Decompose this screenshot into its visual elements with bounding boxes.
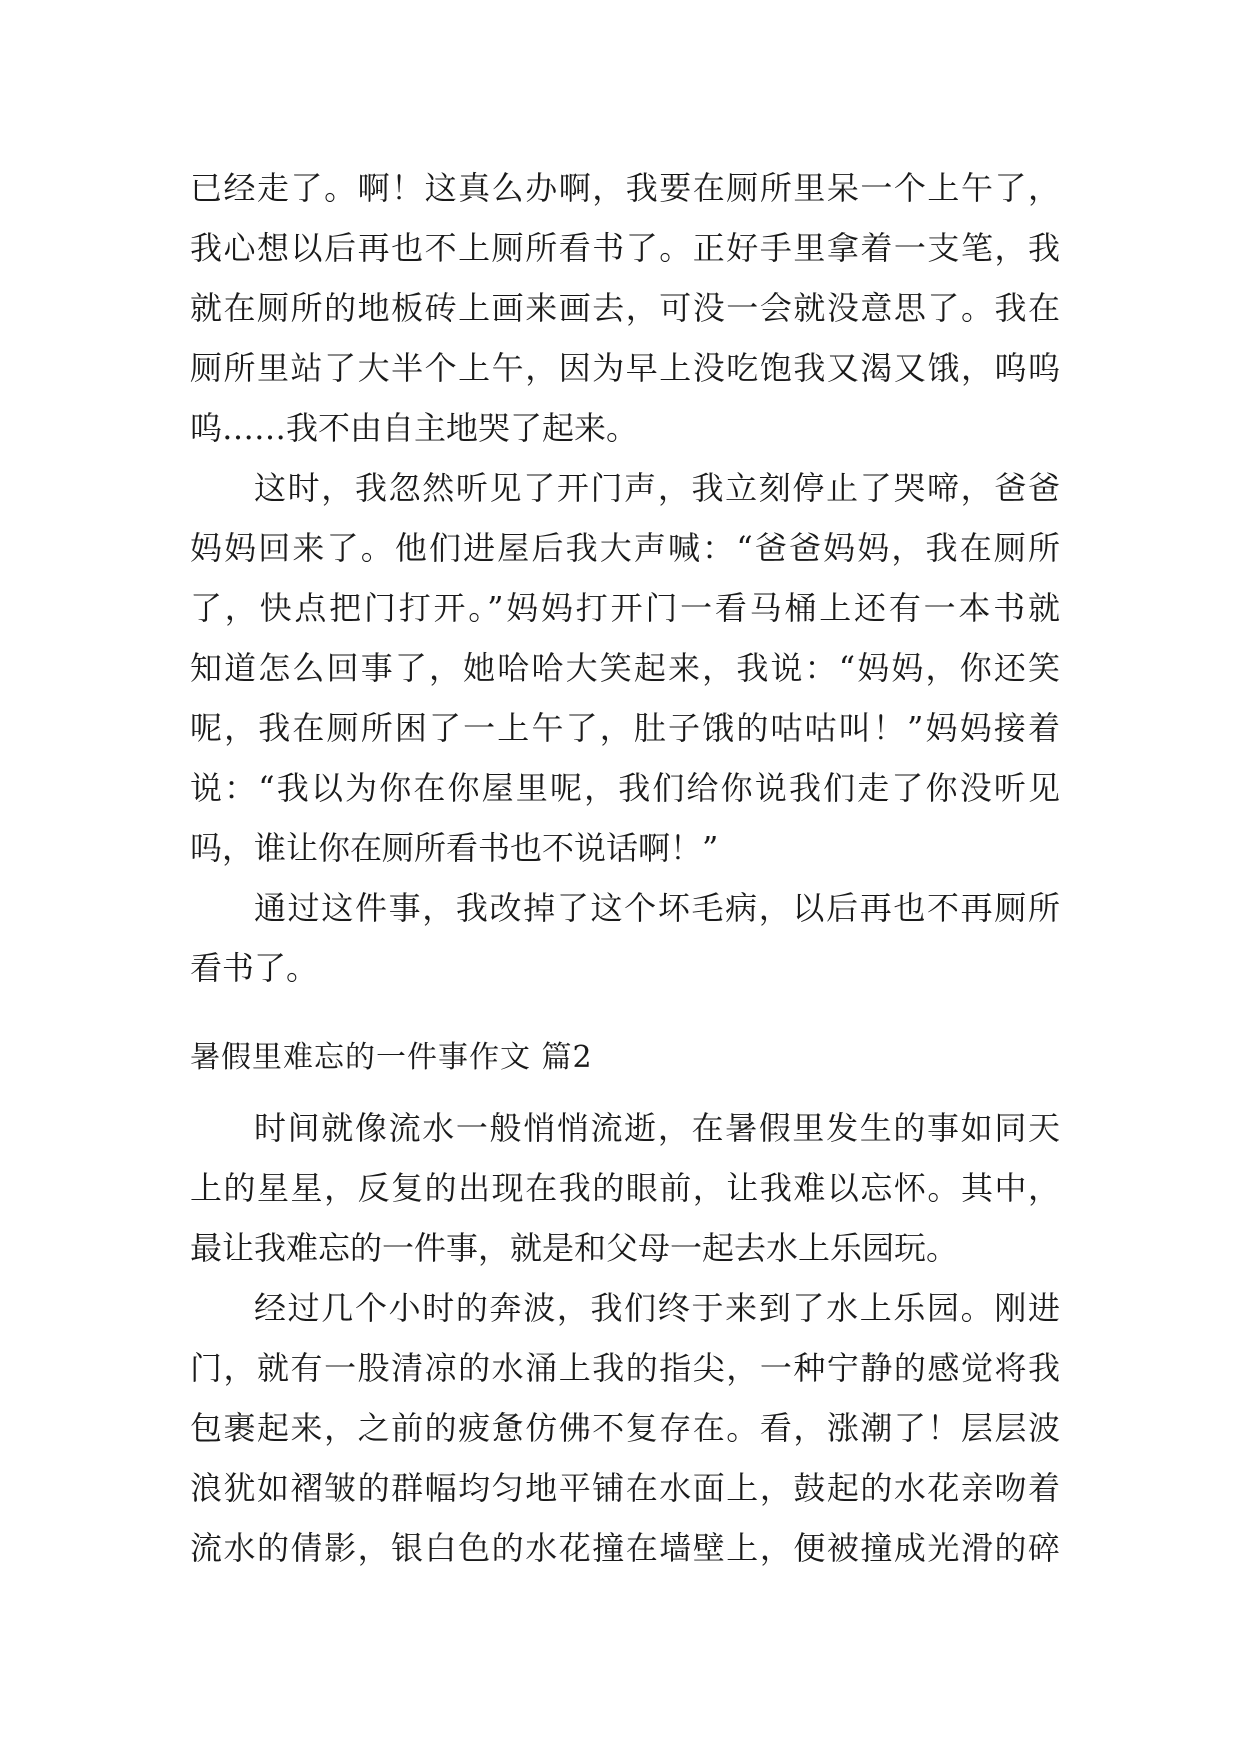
paragraph-continuation <box>190 158 1060 458</box>
paragraph-water-park <box>190 1278 1060 1578</box>
text-line: 说：“我以为你在你屋里呢，我们给你说我们走了你没听见 <box>190 769 1060 807</box>
text-line: 包裹起来，之前的疲惫仿佛不复存在。看，涨潮了！层层波 <box>190 1409 1060 1447</box>
text-line: 这时，我忽然听见了开门声，我立刻停止了哭啼，爸爸 <box>254 469 1060 507</box>
text-line: 呢，我在厕所困了一上午了，肚子饿的咕咕叫！”妈妈接着 <box>190 709 1060 747</box>
text-line: 最让我难忘的一件事，就是和父母一起去水上乐园玩。 <box>190 1229 959 1267</box>
text-line: 已经走了。啊！这真么办啊，我要在厕所里呆一个上午了， <box>190 169 1060 207</box>
section-heading: 暑假里难忘的一件事作文 篇2 <box>190 1040 593 1075</box>
text-line: 知道怎么回事了，她哈哈大笑起来，我说：“妈妈，你还笑 <box>190 649 1060 687</box>
text-line: 经过几个小时的奔波，我们终于来到了水上乐园。刚进 <box>254 1289 1060 1327</box>
text-line: 时间就像流水一般悄悄流逝，在暑假里发生的事如同天 <box>254 1109 1060 1147</box>
paragraph-intro <box>190 1098 1060 1278</box>
text-line: 通过这件事，我改掉了这个坏毛病，以后再也不再厕所 <box>254 889 1060 927</box>
paragraph-door-opening <box>190 458 1060 878</box>
paragraph-conclusion <box>190 878 1060 998</box>
text-line: 妈妈回来了。他们进屋后我大声喊：“爸爸妈妈，我在厕所 <box>190 529 1060 567</box>
text-line: 吗，谁让你在厕所看书也不说话啊！” <box>190 829 719 867</box>
text-line: 流水的倩影，银白色的水花撞在墙壁上，便被撞成光滑的碎 <box>190 1529 1060 1567</box>
text-line: 我心想以后再也不上厕所看书了。正好手里拿着一支笔，我 <box>190 229 1060 267</box>
text-line: 厕所里站了大半个上午，因为早上没吃饱我又渴又饿，呜呜 <box>190 349 1060 387</box>
text-line: 门，就有一股清凉的水涌上我的指尖，一种宁静的感觉将我 <box>190 1349 1060 1387</box>
text-line: 看书了。 <box>190 949 319 987</box>
text-line: 浪犹如褶皱的群幅均匀地平铺在水面上，鼓起的水花亲吻着 <box>190 1469 1060 1507</box>
text-line: 上的星星，反复的出现在我的眼前，让我难以忘怀。其中， <box>190 1169 1060 1207</box>
text-line: 呜……我不由自主地哭了起来。 <box>190 409 639 447</box>
text-line: 就在厕所的地板砖上画来画去，可没一会就没意思了。我在 <box>190 289 1060 327</box>
text-line: 了，快点把门打开。”妈妈打开门一看马桶上还有一本书就 <box>190 589 1060 627</box>
